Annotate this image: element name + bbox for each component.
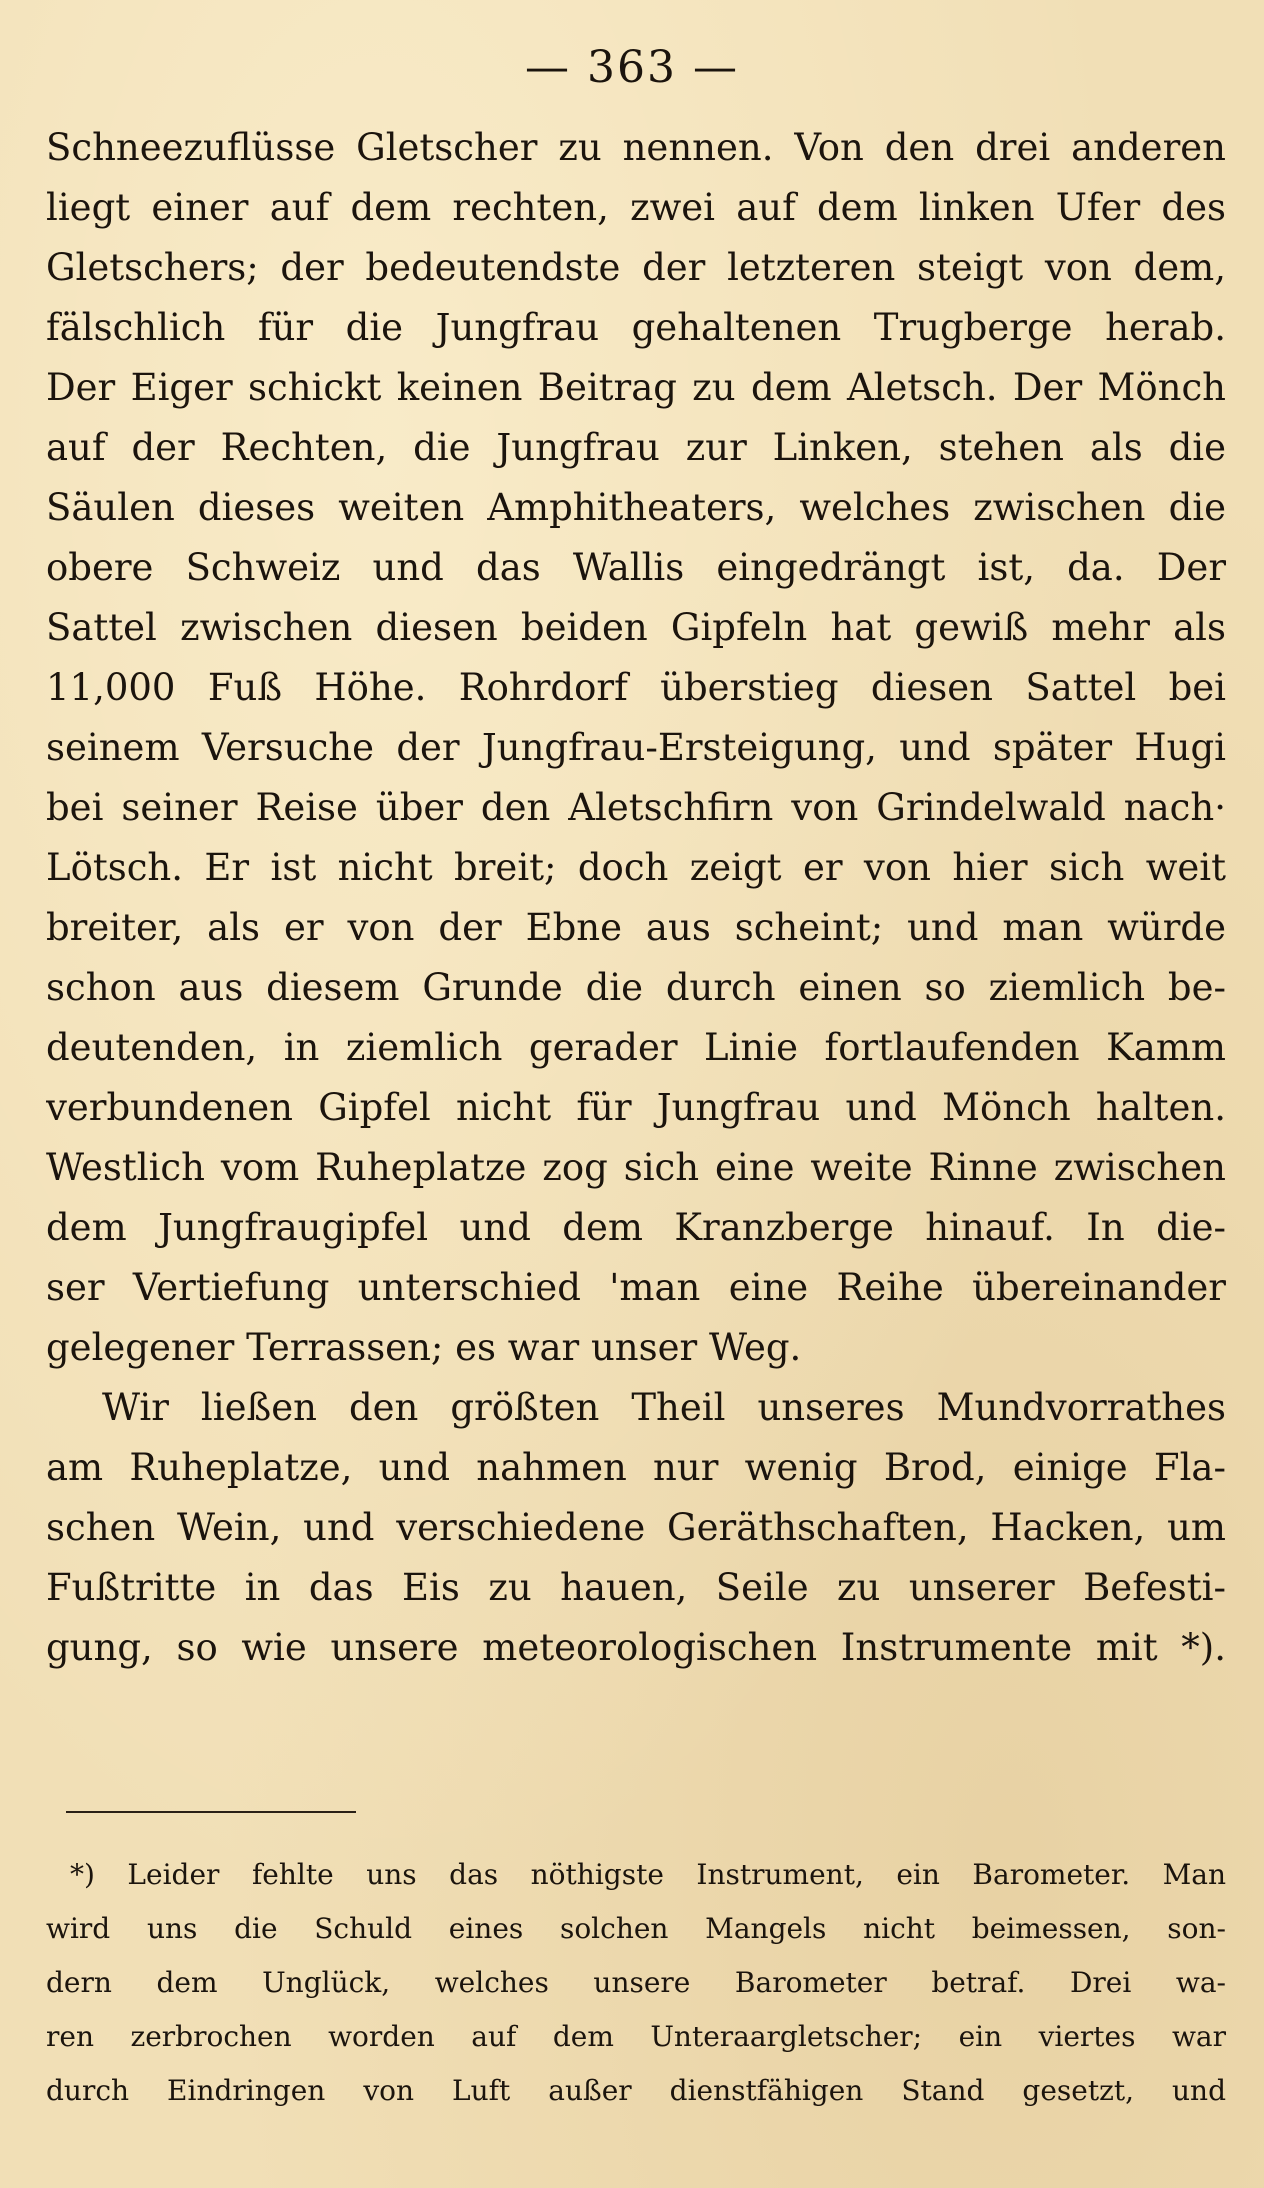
text-line: Gletschers; der bedeutendste der letzteren steigt von dem, <box>46 246 1226 289</box>
footnote-divider <box>66 1811 356 1813</box>
body-text <box>46 118 1226 1678</box>
page-number: — 363 — <box>525 42 739 93</box>
text-line: 11,000 Fuß Höhe. Rohrdorf überstieg diesen Sattel bei <box>46 666 1226 709</box>
text-line: auf der Rechten, die Jungfrau zur Linken, stehen als die <box>46 426 1226 469</box>
text-line: obere Schweiz und das Wallis eingedrängt ist, da. Der <box>46 546 1226 589</box>
text-line: dem Jungfraugipfel und dem Kranzberge hinauf. In die- <box>46 1206 1226 1249</box>
text-line: gung, so wie unsere meteorologischen Instrumente mit *). <box>46 1626 1226 1669</box>
text-line: seinem Versuche der Jungfrau-Ersteigung, und später Hugi <box>46 726 1226 769</box>
text-line: Fußtritte in das Eis zu hauen, Seile zu unserer Befesti- <box>46 1566 1226 1609</box>
footnote-line: durch Eindringen von Luft außer dienstfähigen Stand gesetzt, und <box>46 2074 1226 2107</box>
text-line: bei seiner Reise über den Aletschfirn von Grindelwald nach· <box>46 786 1226 829</box>
text-line: fälschlich für die Jungfrau gehaltenen Trugberge herab. <box>46 306 1226 349</box>
text-line: gelegener Terrassen; es war unser Weg. <box>46 1326 802 1369</box>
footnote-line: ren zerbrochen worden auf dem Unteraargletscher; ein viertes war <box>46 2020 1226 2053</box>
text-line: Säulen dieses weiten Amphitheaters, welches zwischen die <box>46 486 1226 529</box>
text-line: ser Vertiefung unterschied 'man eine Reihe übereinander <box>46 1266 1226 1309</box>
footnote-line: dern dem Unglück, welches unsere Barometer betraf. Drei wa- <box>46 1966 1226 1999</box>
text-line: schon aus diesem Grunde die durch einen so ziemlich be- <box>46 966 1226 1009</box>
footnote-line: wird uns die Schuld eines solchen Mangels nicht beimessen, son- <box>46 1912 1226 1945</box>
text-line: Lötsch. Er ist nicht breit; doch zeigt er von hier sich weit <box>46 846 1226 889</box>
text-line: deutenden, in ziemlich gerader Linie fortlaufenden Kamm <box>46 1026 1226 1069</box>
footnote <box>46 1848 1226 2118</box>
text-line: verbundenen Gipfel nicht für Jungfrau und Mönch halten. <box>46 1086 1226 1129</box>
text-line: breiter, als er von der Ebne aus scheint; und man würde <box>46 906 1226 949</box>
text-line: Westlich vom Ruheplatze zog sich eine weite Rinne zwischen <box>46 1146 1226 1189</box>
text-line: liegt einer auf dem rechten, zwei auf dem linken Ufer des <box>46 186 1226 229</box>
text-line: Der Eiger schickt keinen Beitrag zu dem Aletsch. Der Mönch <box>46 366 1226 409</box>
footnote-line: *) Leider fehlte uns das nöthigste Instrument, ein Barometer. Man <box>70 1858 1226 1891</box>
text-line: Wir ließen den größten Theil unseres Mundvorrathes <box>102 1386 1226 1429</box>
text-line: am Ruheplatze, und nahmen nur wenig Brod, einige Fla- <box>46 1446 1226 1489</box>
text-line: Sattel zwischen diesen beiden Gipfeln hat gewiß mehr als <box>46 606 1226 649</box>
text-line: schen Wein, und verschiedene Geräthschaften, Hacken, um <box>46 1506 1226 1549</box>
text-line: Schneezuflüsse Gletscher zu nennen. Von den drei anderen <box>46 126 1226 169</box>
